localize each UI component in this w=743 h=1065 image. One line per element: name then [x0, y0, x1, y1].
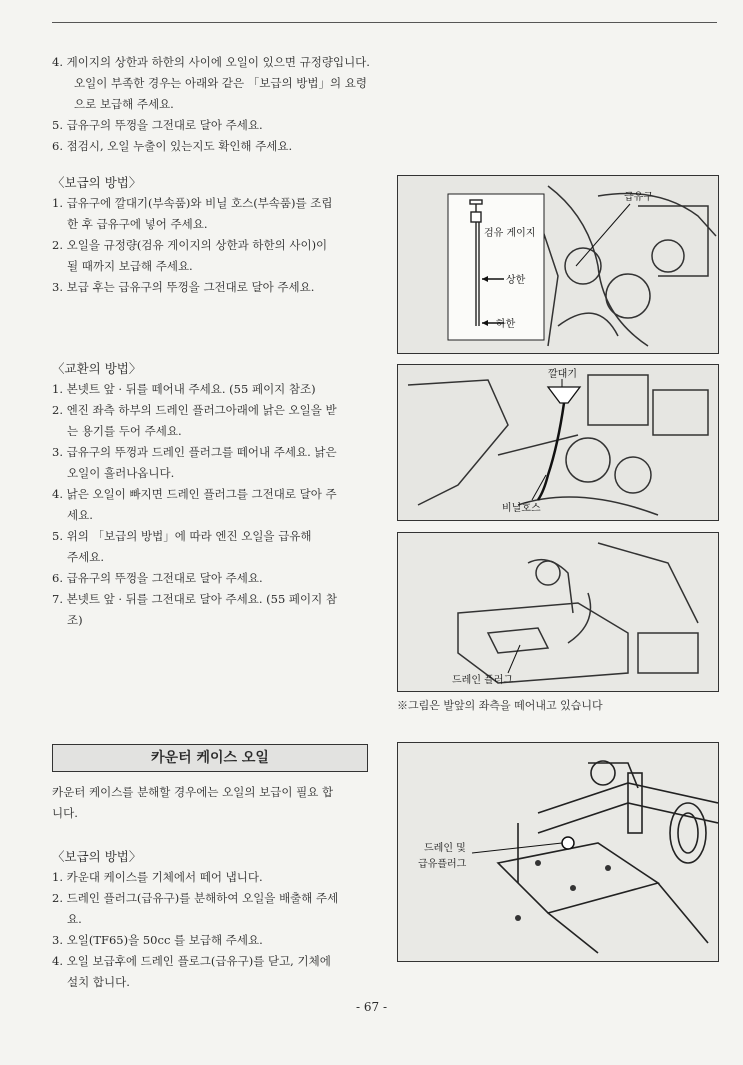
fill-port-label: 급유구	[624, 192, 653, 203]
figure-funnel-hose	[397, 364, 719, 521]
list-item: 3. 급유구의 뚜껑과 드레인 플러그를 떼어내 주세요. 낡은	[52, 445, 337, 459]
list-item: 오일이 부족한 경우는 아래와 같은 「보급의 방법」의 요령으로 보급해 주세요.	[74, 76, 367, 111]
list-item: 5. 급유구의 뚜껑을 그전대로 달아 주세요.	[52, 118, 263, 132]
upper-limit-label: 상한	[506, 275, 526, 286]
paragraph-line: 니다.	[52, 806, 78, 820]
exchange-section	[52, 358, 370, 631]
list-item: 오일이 흘러나옵니다.	[67, 466, 175, 480]
list-item: 7. 본넷트 앞 · 뒤를 그전대로 달아 주세요. (55 페이지 참	[52, 592, 338, 606]
section-title-box: 카운터 케이스 오일	[52, 744, 368, 772]
list-item: 1. 급유구에 깔대기(부속품)와 비닐 호스(부속품)를 조립	[52, 196, 333, 210]
list-item: 주세요.	[67, 550, 104, 564]
list-item: 한 후 급유구에 넣어 주세요.	[67, 217, 208, 231]
counter-supply-section	[52, 846, 370, 993]
list-item: 세요.	[67, 508, 93, 522]
header-rule	[52, 22, 717, 23]
figure-drain-plug	[397, 532, 719, 692]
list-item: 조)	[67, 613, 83, 627]
list-item: 6. 점검시, 오일 누출이 있는지도 확인해 주세요.	[52, 139, 293, 153]
list-item: 4. 오일 보급후에 드레인 플로그(급유구)를 닫고, 기체에	[52, 954, 331, 968]
list-item: 2. 엔진 좌측 하부의 드레인 플러그아래에 낡은 오일을 받	[52, 403, 337, 417]
paragraph-line: 카운터 케이스를 분해할 경우에는 오일의 보급이 필요 합	[52, 785, 334, 799]
list-item: 6. 급유구의 뚜껑을 그전대로 달아 주세요.	[52, 571, 263, 585]
list-item: 5. 위의 「보급의 방법」에 따라 엔진 오일을 급유해	[52, 529, 312, 543]
counter-intro	[52, 782, 370, 824]
lower-limit-label: 하한	[496, 319, 516, 330]
list-item: 3. 오일(TF65)을 50cc 를 보급해 주세요.	[52, 933, 263, 947]
page-number: - 67 -	[355, 1000, 387, 1014]
drain-fill-label-line1: 드레인 및	[424, 843, 466, 854]
list-item: 4. 낡은 오일이 빠지면 드레인 플러그를 그전대로 달아 주	[52, 487, 337, 501]
section-heading: 〈교환의 방법〉	[52, 361, 142, 376]
drain-plug-label: 드레인 플러그	[452, 675, 514, 686]
figure-counter-case	[397, 742, 719, 962]
gauge-label: 검유 게이지	[484, 228, 536, 239]
list-item: 3. 보급 후는 급유구의 뚜껑을 그전대로 달아 주세요.	[52, 280, 315, 294]
supply-section	[52, 172, 370, 298]
list-item: 설치 합니다.	[67, 975, 130, 989]
figure-oil-gauge	[397, 175, 719, 354]
funnel-label: 깔대기	[548, 369, 577, 380]
drain-fill-label-line2: 급유플러그	[418, 859, 467, 870]
list-item: 2. 드레인 플러그(급유구)를 분해하여 오일을 배출해 주세	[52, 891, 339, 905]
figure-caption: ※그림은 발앞의 좌측을 떼어내고 있습니다	[397, 699, 603, 712]
list-item: 1. 본넷트 앞 · 뒤를 떼어내 주세요. (55 페이지 참조)	[52, 382, 316, 396]
list-item: 요.	[67, 912, 82, 926]
section-heading: 〈보급의 방법〉	[52, 849, 142, 864]
list-item: 2. 오일을 규정량(검유 게이지의 상한과 하한의 사이)이	[52, 238, 328, 252]
top-list	[52, 52, 370, 157]
hose-label: 비닐호스	[502, 503, 541, 514]
list-item: 4. 게이지의 상한과 하한의 사이에 오일이 있으면 규정량입니다.	[52, 55, 370, 69]
list-item: 될 때까지 보급해 주세요.	[67, 259, 193, 273]
list-item: 는 용기를 두어 주세요.	[67, 424, 182, 438]
section-heading: 〈보급의 방법〉	[52, 175, 142, 190]
list-item: 1. 카운대 케이스를 기체에서 떼어 냅니다.	[52, 870, 263, 884]
